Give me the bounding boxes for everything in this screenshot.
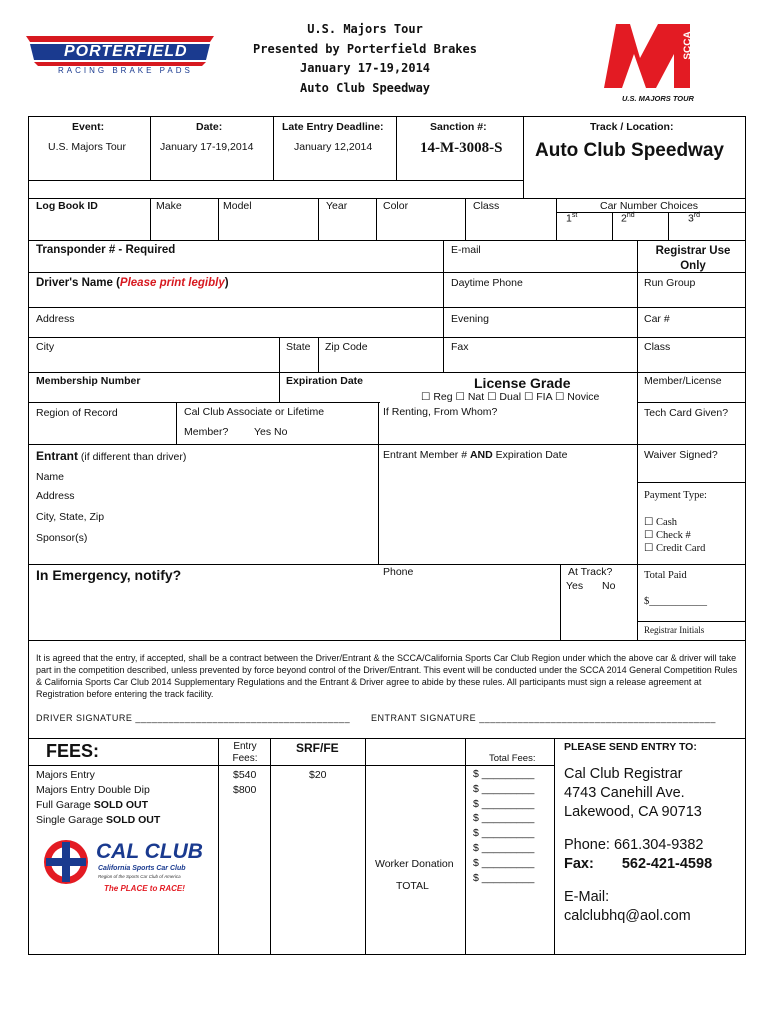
fee-line[interactable]: $ _________ <box>473 827 535 840</box>
transponder-label: Transponder # - Required <box>36 244 176 256</box>
calclub-logo-slogan: The PLACE to RACE! <box>104 884 185 893</box>
entry-fees-header: Entry Fees: <box>232 741 258 764</box>
date-value: January 17-19,2014 <box>160 141 254 153</box>
fee-line[interactable]: $ _________ <box>473 871 535 884</box>
entrant-address-label: Address <box>36 490 75 502</box>
fee-line[interactable]: $ _________ <box>473 768 535 780</box>
total-paid-line: $___________ <box>644 596 707 607</box>
member-license-label: Member/License <box>644 375 722 387</box>
choice-1: 1st <box>566 212 578 225</box>
registrar-contact <box>564 836 712 874</box>
porterfield-logo-name: PORTERFIELD <box>64 43 188 60</box>
car-no-label: Car # <box>644 313 670 325</box>
srf-fee: $20 <box>309 769 327 781</box>
choice-3: 3rd <box>688 212 701 225</box>
entry-fee-majors: $540 <box>233 769 257 781</box>
porterfield-logo-tagline: RACING BRAKE PADS <box>58 66 193 75</box>
fees-title: FEES: <box>46 741 100 761</box>
fee-line[interactable]: $ _________ <box>473 856 535 869</box>
daytime-phone-label: Daytime Phone <box>451 277 523 289</box>
color-label: Color <box>383 200 409 212</box>
entry-fee-double: $800 <box>233 784 257 796</box>
registrar-email-block <box>564 888 691 926</box>
at-track-yes[interactable]: Yes <box>566 580 584 592</box>
entrant-member-label: Entrant Member # AND Expiration Date <box>383 449 568 461</box>
track-label: Track / Location: <box>590 121 674 133</box>
make-label: Make <box>156 200 182 212</box>
member-question: Member? <box>184 426 229 438</box>
agreement-text: It is agreed that the entry, if accepted, shall be a contract between the Driver/Entrant & the SCCA/California Sports Car Club Region under which the above car & driver will take part in the competition described, unless prevented by force beyond control of the Driver/Entrant. This event will be conducted under the SCCA 2014 General Competition Rules & California Sports Car Club 2014 Supplementary Regulations and the Entrant & Driver agree to abide by these rules. All participants must sign a release agreement at Registration before entering the track facility. <box>36 653 738 699</box>
header-line-4: Auto Club Speedway <box>299 80 431 95</box>
cash-option[interactable]: ☐ Cash <box>644 517 678 528</box>
fax-label: Fax <box>451 341 469 353</box>
membership-label: Membership Number <box>36 375 141 387</box>
choice-2: 2nd <box>621 212 635 225</box>
emergency-phone-label: Phone <box>383 566 414 578</box>
email-label: E-mail <box>451 244 481 256</box>
calclub-logo-name: CAL CLUB <box>96 840 203 863</box>
member-yes-no[interactable]: Yes No <box>254 426 288 438</box>
address-label: Address <box>36 313 75 325</box>
class-label: Class <box>473 200 500 212</box>
scca-majors-logo <box>598 18 702 106</box>
model-label: Model <box>223 200 252 212</box>
fee-line[interactable]: $ _________ <box>473 797 535 810</box>
header-line-3: January 17-19,2014 <box>299 61 431 75</box>
registrar-name: Cal Club Registrar <box>564 766 683 782</box>
entrant-name-label: Name <box>36 471 65 483</box>
event-label: Event: <box>72 121 105 133</box>
waiver-label: Waiver Signed? <box>644 449 718 461</box>
sponsors-label: Sponsor(s) <box>36 532 88 544</box>
scca-logo-brand: SCCA <box>682 31 694 60</box>
calclub-logo-sub1: California Sports Car Club <box>98 865 186 872</box>
registrar-fax: Fax: 562-421-4598 <box>564 856 713 872</box>
state-label: State <box>286 341 311 353</box>
class-reg-label: Class <box>644 341 671 353</box>
deadline-label: Late Entry Deadline: <box>282 121 384 133</box>
year-label: Year <box>326 200 348 212</box>
event-header <box>230 20 500 98</box>
tech-card-label: Tech Card Given? <box>644 407 729 419</box>
entrant-title: Entrant (if different than driver) <box>36 449 187 463</box>
total-paid-label: Total Paid <box>644 570 687 581</box>
entrant-signature-label: ENTRANT SIGNATURE ___________________________________________ <box>371 713 716 723</box>
driver-signature-label: DRIVER SIGNATURE _______________________________________ <box>36 713 351 723</box>
fee-item-single-garage: Single Garage SOLD OUT <box>36 814 161 826</box>
car-number-label: Car Number Choices <box>600 200 699 212</box>
header-line-1: U.S. Majors Tour <box>307 22 423 36</box>
expiration-label: Expiration Date <box>286 375 364 387</box>
at-track-label: At Track? <box>568 566 613 578</box>
total-fees-header: Total Fees: <box>489 753 536 764</box>
registrar-initials-label: Registrar Initials <box>644 625 705 635</box>
registrar-phone: Phone: 661.304-9382 <box>564 837 704 853</box>
region-label: Region of Record <box>36 407 118 419</box>
city-label: City <box>36 341 55 353</box>
deadline-value: January 12,2014 <box>294 141 373 153</box>
fee-line[interactable]: $ _________ <box>473 841 535 854</box>
registrar-email-label: E-Mail: <box>564 889 610 905</box>
evening-label: Evening <box>451 313 489 325</box>
srf-header: SRF/FE <box>296 741 339 755</box>
sanction-value: 14-M-3008-S <box>420 140 503 156</box>
fee-lines <box>473 767 534 885</box>
date-label: Date: <box>196 121 223 133</box>
fee-line[interactable]: $ _________ <box>473 782 535 795</box>
registrar-city: Lakewood, CA 90713 <box>564 804 702 820</box>
worker-donation-label: Worker Donation <box>375 858 454 870</box>
event-value: U.S. Majors Tour <box>48 141 126 153</box>
at-track-no[interactable]: No <box>602 580 616 592</box>
fee-item-full-garage: Full Garage SOLD OUT <box>36 799 149 811</box>
track-value: Auto Club Speedway <box>535 140 724 161</box>
fee-line[interactable]: $ _________ <box>473 812 535 825</box>
registrar-use-label: Registrar Use Only <box>655 245 731 272</box>
license-grade-label: License Grade <box>474 375 571 391</box>
credit-option[interactable]: ☐ Credit Card <box>644 543 706 554</box>
calclub-logo-sub2: Region of the Sports Car Club of America <box>98 874 181 879</box>
run-group-label: Run Group <box>644 277 696 289</box>
log-book-label: Log Book ID <box>36 200 98 212</box>
fee-item-double-dip: Majors Entry Double Dip <box>36 784 150 796</box>
fee-item-majors: Majors Entry <box>36 769 95 781</box>
renting-label: If Renting, From Whom? <box>383 406 498 418</box>
total-label: TOTAL <box>396 880 429 892</box>
zip-label: Zip Code <box>325 341 368 353</box>
payment-type-label: Payment Type: <box>644 490 707 501</box>
registrar-email[interactable]: calclubhq@aol.com <box>564 908 691 924</box>
send-entry-title: PLEASE SEND ENTRY TO: <box>564 741 697 753</box>
emergency-label: In Emergency, notify? <box>36 567 182 583</box>
send-entry-address <box>564 765 702 822</box>
scca-logo-tagline: U.S. MAJORS TOUR <box>622 94 694 103</box>
sanction-label: Sanction #: <box>430 121 487 133</box>
porterfield-logo <box>24 28 220 78</box>
driver-name-label: Driver's Name (Please print legibly) <box>36 277 229 289</box>
fees-items <box>36 768 160 828</box>
calclub-logo <box>40 836 212 898</box>
entrant-city-label: City, State, Zip <box>36 511 105 523</box>
check-option[interactable]: ☐ Check # <box>644 530 691 541</box>
header-line-2: Presented by Porterfield Brakes <box>253 41 477 56</box>
registrar-street: 4743 Canehill Ave. <box>564 785 685 801</box>
license-options[interactable]: ☐ Reg ☐ Nat ☐ Dual ☐ FIA ☐ Novice <box>421 391 600 403</box>
calclub-assoc-label: Cal Club Associate or Lifetime <box>184 406 325 418</box>
